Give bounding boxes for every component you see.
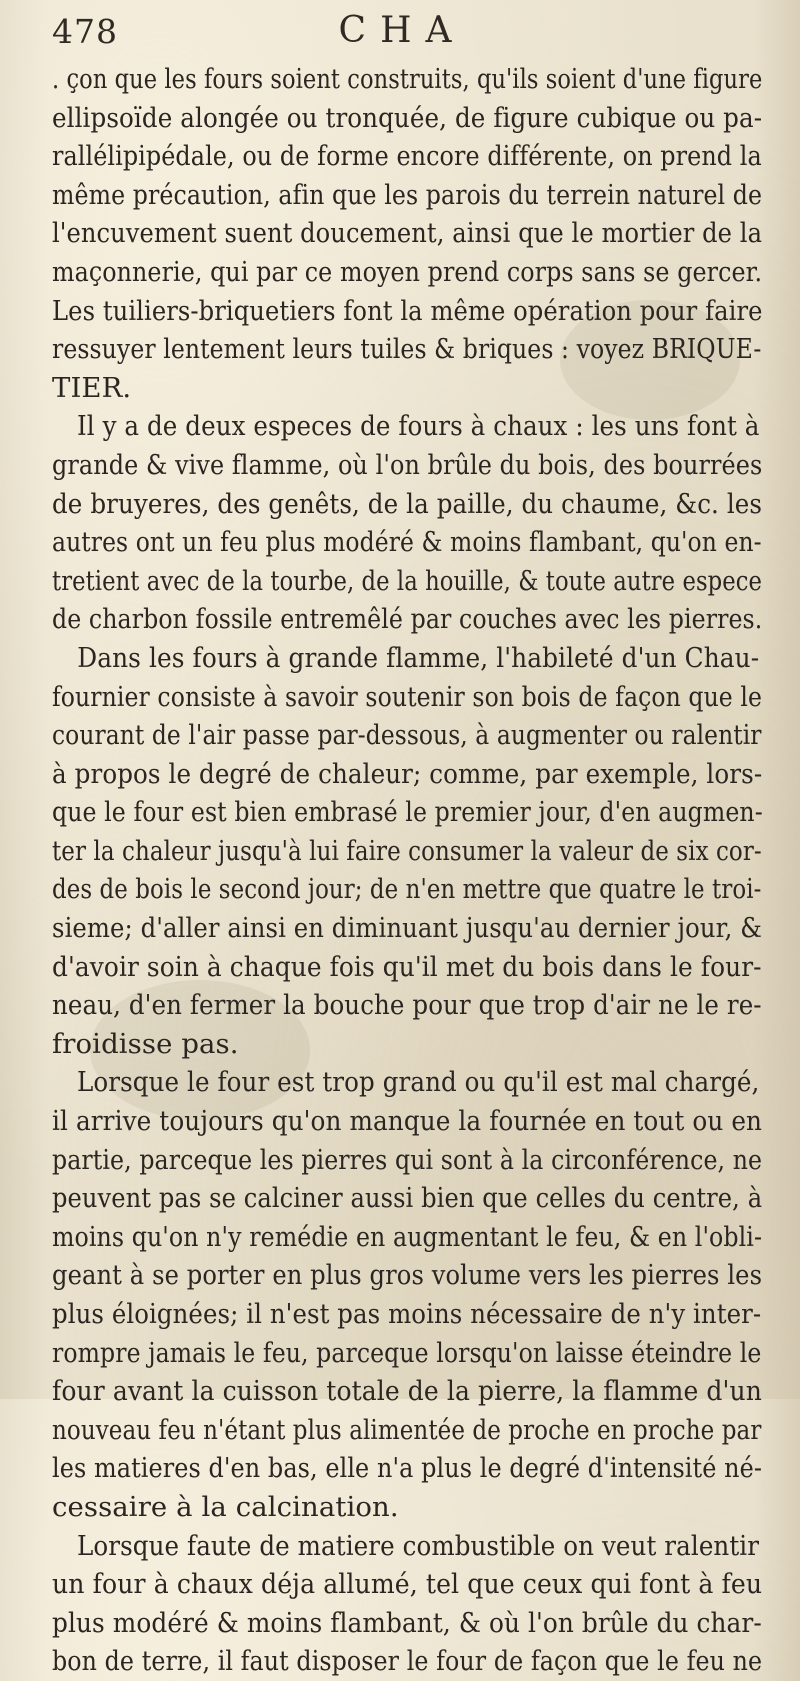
text-line: peuvent pas se calciner aussi bien que celles du centre, à bbox=[52, 1182, 763, 1215]
text-line: les matieres d'en bas, elle n'a plus le degré d'intensité né- bbox=[52, 1452, 763, 1485]
text-line: geant à se porter en plus gros volume vers les pierres les bbox=[52, 1259, 763, 1292]
text-line: même précaution, afin que les parois du terrein naturel de bbox=[52, 178, 763, 211]
text-line: rompre jamais le feu, parceque lorsqu'on laisse éteindre le bbox=[52, 1336, 762, 1369]
text-line: courant de l'air passe par-dessous, à augmenter ou ralentir bbox=[52, 719, 762, 752]
text-line: un four à chaux déja allumé, tel que ceux qui font à feu bbox=[52, 1568, 763, 1601]
page-header bbox=[52, 8, 752, 60]
text-line: Les tuiliers-briquetiers font la même opération pour faire bbox=[52, 294, 763, 327]
page-number: 478 bbox=[52, 12, 118, 51]
text-line: cessaire à la calcination. bbox=[52, 1490, 399, 1523]
text-line: grande & vive flamme, où l'on brûle du bois, des bourrées bbox=[52, 448, 763, 481]
text-line: des de bois le second jour; de n'en mettre que quatre le troi- bbox=[52, 873, 762, 906]
text-line: four avant la cuisson totale de la pierre, la flamme d'un bbox=[52, 1375, 762, 1408]
text-line: TIER. bbox=[52, 371, 132, 404]
running-head: CHA bbox=[338, 10, 466, 51]
text-line: plus modéré & moins flambant, & où l'on brûle du char- bbox=[52, 1606, 762, 1639]
text-line: ellipsoïde alongée ou tronquée, de figure cubique ou pa- bbox=[52, 101, 763, 134]
text-line: bon de terre, il faut disposer le four de façon que le feu ne bbox=[52, 1645, 763, 1678]
text-line: tretient avec de la tourbe, de la houille, & toute autre espece bbox=[52, 564, 763, 597]
text-line: d'avoir soin à chaque fois qu'il met du bois dans le four- bbox=[52, 950, 762, 983]
text-line: autres ont un feu plus modéré & moins flambant, qu'on en- bbox=[52, 526, 762, 559]
text-line: moins qu'on n'y remédie en augmentant le feu, & en l'obli- bbox=[52, 1220, 763, 1253]
text-line: il arrive toujours qu'on manque la fournée en tout ou en bbox=[52, 1105, 763, 1138]
text-line: plus éloignées; il n'est pas moins nécessaire de n'y inter- bbox=[52, 1298, 762, 1330]
text-line: froidisse pas. bbox=[52, 1027, 239, 1060]
text-line: ressuyer lentement leurs tuiles & briques : voyez BRIQUE- bbox=[52, 333, 762, 366]
text-line: nouveau feu n'étant plus alimentée de proche en proche par bbox=[52, 1413, 762, 1446]
text-line: Il y a de deux especes de fours à chaux : les uns font à bbox=[76, 410, 760, 443]
text-line: . çon que les fours soient construits, qu'ils soient d'une figure bbox=[52, 63, 763, 95]
text-line: de charbon fossile entremêlé par couches avec les pierres. bbox=[52, 603, 763, 636]
text-line: ter la chaleur jusqu'à lui faire consumer la valeur de six cor- bbox=[52, 834, 762, 867]
text-line: neau, d'en fermer la bouche pour que trop d'air ne le re- bbox=[52, 989, 762, 1022]
text-line: l'encuvement suent doucement, ainsi que le mortier de la bbox=[52, 217, 763, 250]
text-line: Dans les fours à grande flamme, l'habileté d'un Chau- bbox=[77, 641, 760, 674]
text-line: Lorsque faute de matiere combustible on veut ralentir bbox=[77, 1529, 760, 1562]
text-line: maçonnerie, qui par ce moyen prend corps sans se gercer. bbox=[52, 255, 763, 288]
text-line: à propos le degré de chaleur; comme, par exemple, lors- bbox=[52, 757, 763, 790]
text-line: rallélipipédale, ou de forme encore différente, on prend la bbox=[52, 140, 762, 173]
text-line: Lorsque le four est trop grand ou qu'il est mal chargé, bbox=[77, 1066, 760, 1099]
body-text bbox=[52, 60, 762, 1681]
text-line: que le four est bien embrasé le premier jour, d'en augmen- bbox=[52, 796, 763, 829]
text-line: partie, parceque les pierres qui sont à la circonférence, ne bbox=[52, 1143, 763, 1176]
text-line: fournier consiste à savoir soutenir son bois de façon que le bbox=[52, 680, 763, 713]
text-line: de bruyeres, des genêts, de la paille, du chaume, &c. les bbox=[52, 487, 763, 520]
text-line: sieme; d'aller ainsi en diminuant jusqu'au dernier jour, & bbox=[52, 912, 763, 945]
